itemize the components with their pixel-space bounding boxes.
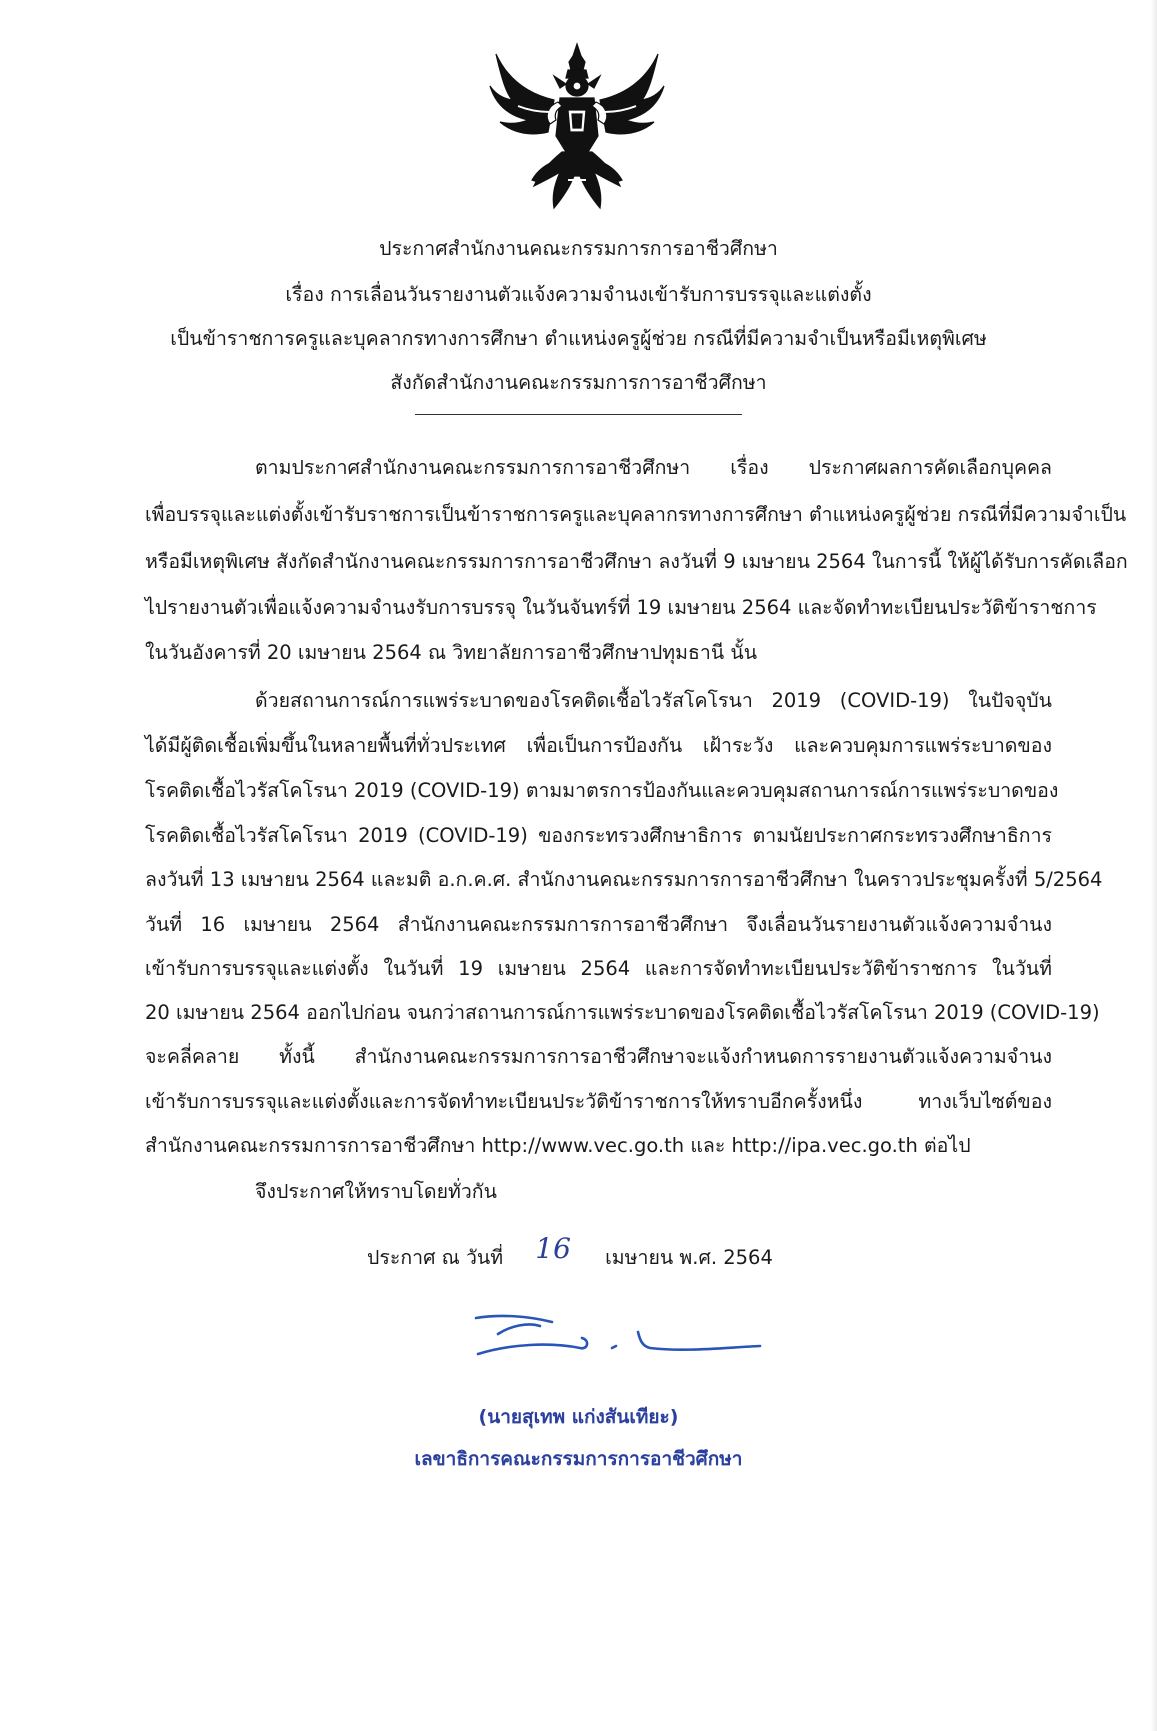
- header-line-3: เป็นข้าราชการครูและบุคลากรทางการศึกษา ตำแหน่งครูผู้ช่วย กรณีที่มีความจำเป็นหรือมีเหตุพิเศษ: [170, 327, 987, 350]
- paragraph-1-line: ในวันอังคารที่ 20 เมษายน 2564 ณ วิทยาลัยการอาชีวศึกษาปทุมธานี นั้น: [145, 641, 758, 664]
- paragraph-2-line: โรคติดเชื้อไวรัสโคโรนา 2019 (COVID-19) ตามมาตรการป้องกันและควบคุมสถานการณ์การแพร่ระบาดของ: [145, 779, 1059, 802]
- closing-line: จึงประกาศให้ทราบโดยทั่วกัน: [255, 1180, 497, 1203]
- garuda-emblem-icon: [488, 40, 666, 220]
- paragraph-2-line: ลงวันที่ 13 เมษายน 2564 และมติ อ.ก.ค.ศ. สำนักงานคณะกรรมการการอาชีวศึกษา ในคราวประชุมครั้งที่ 5/2564: [145, 868, 1103, 891]
- paragraph-1-line: เพื่อบรรจุและแต่งตั้งเข้ารับราชการเป็นข้าราชการครูและบุคลากรทางการศึกษา ตำแหน่งครูผู้ช่วย กรณีที่มีความจำเป็น: [145, 503, 1127, 526]
- paragraph-2-line: เข้ารับการบรรจุและแต่งตั้งและการจัดทำทะเบียนประวัติข้าราชการให้ทราบอีกครั้งหนึ่ง ทางเว็บไซต์ของ: [145, 1090, 1052, 1113]
- paragraph-2-line: โรคติดเชื้อไวรัสโคโรนา 2019 (COVID-19) ของกระทรวงศึกษาธิการ ตามนัยประกาศกระทรวงศึกษาธิการ: [145, 824, 1052, 847]
- header-subject: เรื่อง การเลื่อนวันรายงานตัวแจ้งความจำนงเข้ารับการบรรจุและแต่งตั้ง: [285, 283, 872, 306]
- header-line-1: ประกาศสำนักงานคณะกรรมการการอาชีวศึกษา: [379, 237, 778, 260]
- paragraph-2-line: เข้ารับการบรรจุและแต่งตั้ง ในวันที่ 19 เมษายน 2564 และการจัดทำทะเบียนประวัติข้าราชการ ในวันที่: [145, 957, 1052, 980]
- dateline-suffix: เมษายน พ.ศ. 2564: [605, 1246, 773, 1269]
- paragraph-2-line: วันที่ 16 เมษายน 2564 สำนักงานคณะกรรมการการอาชีวศึกษา จึงเลื่อนวันรายงานตัวแจ้งความจำนง: [145, 913, 1052, 936]
- dateline: [367, 1232, 773, 1270]
- handwritten-signature: [470, 1310, 770, 1370]
- paragraph-2-line: ได้มีผู้ติดเชื้อเพิ่มขึ้นในหลายพื้นที่ทั่วประเทศ เพื่อเป็นการป้องกัน เฝ้าระวัง และควบคุมการแพร่ระบาดของ: [145, 734, 1052, 757]
- paragraph-1-line: ไปรายงานตัวเพื่อแจ้งความจำนงรับการบรรจุ ในวันจันทร์ที่ 19 เมษายน 2564 และจัดทำทะเบียนประวัติข้าราชการ: [145, 596, 1097, 619]
- dateline-day-handwritten: 16: [535, 1232, 571, 1265]
- paragraph-2-line: จะคลี่คลาย ทั้งนี้ สำนักงานคณะกรรมการการอาชีวศึกษาจะแจ้งกำหนดการรายงานตัวแจ้งความจำนง: [145, 1045, 1052, 1068]
- paragraph-1-line: หรือมีเหตุพิเศษ สังกัดสำนักงานคณะกรรมการการอาชีวศึกษา ลงวันที่ 9 เมษายน 2564 ในการนี้ ให้ผู้ได้รับการคัดเลือก: [145, 550, 1128, 573]
- paragraph-2-line: ด้วยสถานการณ์การแพร่ระบาดของโรคติดเชื้อไวรัสโคโรนา 2019 (COVID-19) ในปัจจุบัน: [255, 689, 1052, 712]
- dateline-prefix: ประกาศ ณ วันที่: [367, 1246, 504, 1269]
- paragraph-1-line: ตามประกาศสำนักงานคณะกรรมการการอาชีวศึกษา เรื่อง ประกาศผลการคัดเลือกบุคคล: [255, 456, 1052, 479]
- paragraph-2-line: 20 เมษายน 2564 ออกไปก่อน จนกว่าสถานการณ์การแพร่ระบาดของโรคติดเชื้อไวรัสโคโรนา 2019 (COVID-19): [145, 1001, 1100, 1024]
- signer-title: เลขาธิการคณะกรรมการการอาชีวศึกษา: [414, 1448, 743, 1470]
- header-divider: [415, 414, 742, 415]
- header-line-4: สังกัดสำนักงานคณะกรรมการการอาชีวศึกษา: [390, 371, 767, 394]
- page-edge: [1151, 0, 1157, 1731]
- signer-name: (นายสุเทพ แก่งสันเทียะ): [478, 1406, 679, 1428]
- paragraph-2-line: สำนักงานคณะกรรมการการอาชีวศึกษา http://www.vec.go.th และ http://ipa.vec.go.th ต่อไป: [145, 1134, 971, 1157]
